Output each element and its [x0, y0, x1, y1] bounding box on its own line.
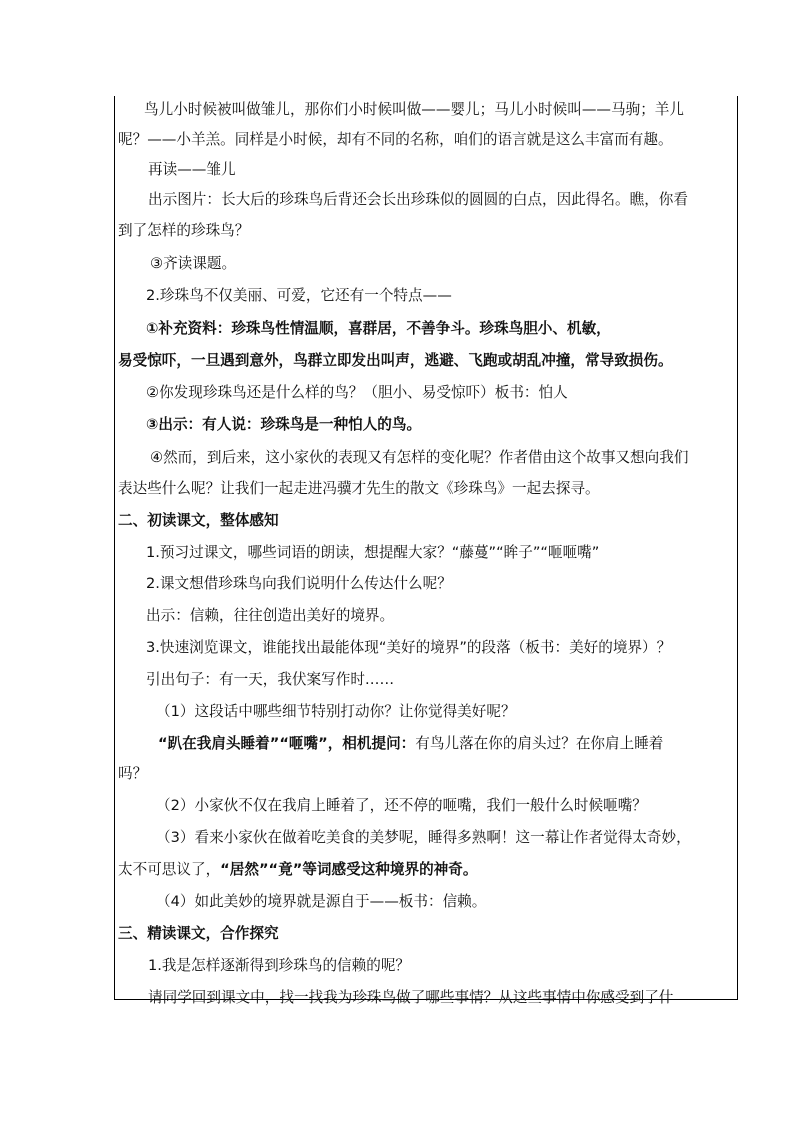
text-line-7 [118, 286, 764, 306]
text-line-22-span: 吗？ [118, 765, 148, 782]
text-line-28 [118, 956, 766, 976]
text-line-24 [118, 828, 774, 848]
text-line-1-span: 鸟儿小时候被叫做雏儿，那你们小时候叫做——婴儿；马儿小时候叫——马驹；羊儿 [144, 101, 684, 118]
text-line-29-span: 请同学回到课文中，找一找我为珍珠鸟做了哪些事情？从这些事情中你感受到了什 [148, 989, 674, 1006]
text-line-6 [118, 254, 768, 274]
text-line-23-span: （2）小家伙不仅在我肩上睡着了，还不停的咂嘴，我们一般什么时候咂嘴？ [156, 797, 647, 814]
text-line-23 [118, 796, 774, 816]
text-line-21-rest: 有鸟儿落在你的肩头过？在你肩上睡着 [415, 735, 664, 752]
text-line-4-span: 出示图片：长大后的珍珠鸟后背还会长出珍珠似的圆圆的白点，因此得名。瞧，你看 [148, 191, 688, 208]
text-line-18 [118, 638, 764, 658]
text-line-15-span: 1.预习过课文，哪些词语的朗读，想提醒大家？“藤蔓”“眸子”“咂咂嘴” [146, 544, 600, 561]
text-line-19-span: 引出句子：有一天，我伏案写作时…… [146, 671, 395, 688]
text-line-13-span: 表达些什么呢？让我们一起走进冯骥才先生的散文《珍珠鸟》一起去探寻。 [118, 480, 600, 497]
text-line-8-span: ①补充资料：珍珠鸟性情温顺，喜群居，不善争斗。珍珠鸟胆小、机敏， [146, 320, 611, 337]
text-line-28-span: 1.我是怎样逐渐得到珍珠鸟的信赖的呢？ [148, 957, 411, 974]
text-line-21 [118, 734, 776, 754]
text-line-10 [118, 383, 764, 403]
text-line-9-span: 易受惊吓，一旦遇到意外，鸟群立即发出叫声，逃避、飞跑或胡乱冲撞，常导致损伤。 [118, 352, 673, 369]
text-line-12-span: ④然而，到后来，这小家伙的表现又有怎样的变化呢？作者借由这个故事又想向我们 [150, 449, 689, 466]
text-line-17 [118, 606, 764, 626]
text-line-16-span: 2.课文想借珍珠鸟向我们说明什么传达什么呢？ [146, 575, 452, 592]
text-line-8 [118, 319, 764, 339]
text-line-10-span: ②你发现珍珠鸟还是什么样的鸟？（胆小、易受惊吓）板书：怕人 [146, 384, 568, 401]
text-line-26-span: （4）如此美妙的境界就是源自于——板书：信赖。 [156, 893, 487, 910]
text-line-20 [118, 702, 774, 722]
text-line-18-span: 3.快速浏览课文，谁能找出最能体现“美好的境界”的段落（板书：美好的境界）？ [146, 639, 672, 656]
text-line-21-bold: “趴在我肩头睡着”“咂嘴”，相机提问： [158, 735, 416, 752]
text-line-19 [118, 670, 764, 690]
text-line-3 [118, 160, 766, 180]
section-heading-2 [118, 511, 736, 531]
text-line-5 [118, 221, 736, 241]
section-heading-2-span: 二、初读课文，整体感知 [118, 512, 279, 529]
text-line-5-span: 到了怎样的珍珠鸟？ [118, 222, 250, 239]
text-line-3-span: 再读——雏儿 [148, 161, 236, 178]
text-line-16 [118, 574, 764, 594]
text-line-15 [118, 543, 764, 563]
text-line-1 [118, 100, 762, 120]
text-line-6-span: ③齐读课题。 [150, 255, 237, 272]
text-line-4 [118, 190, 766, 210]
section-heading-3-span: 三、精读课文，合作探究 [118, 925, 279, 942]
text-line-26 [118, 892, 774, 912]
section-heading-3 [118, 924, 736, 944]
text-line-25 [118, 860, 736, 880]
text-line-2 [118, 130, 736, 150]
text-line-2-span: 呢？——小羊羔。同样是小时候，却有不同的名称，咱们的语言就是这么丰富而有趣。 [118, 131, 673, 148]
text-line-29 [118, 988, 766, 1008]
text-line-11-span: ③出示：有人说：珍珠鸟是一种怕人的鸟。 [146, 416, 422, 433]
text-line-20-span: （1）这段话中哪些细节特别打动你？让你觉得美好呢？ [156, 703, 516, 720]
text-line-12 [118, 448, 768, 468]
text-line-13 [118, 479, 736, 499]
text-line-22 [118, 764, 736, 784]
text-line-24-span: （3）看来小家伙在做着吃美食的美梦呢，睡得多熟啊！这一幕让作者觉得太奇妙， [156, 829, 691, 846]
text-line-25-bold: “居然”“竟”等词感受这种境界的神奇。 [220, 861, 478, 878]
text-line-25-span: 太不可思议了， [118, 861, 221, 878]
text-line-7-span: 2.珍珠鸟不仅美丽、可爱，它还有一个特点—— [146, 287, 452, 304]
text-line-11 [118, 415, 764, 435]
text-line-9 [118, 351, 736, 371]
text-line-17-span: 出示：信赖，往往创造出美好的境界。 [146, 607, 395, 624]
